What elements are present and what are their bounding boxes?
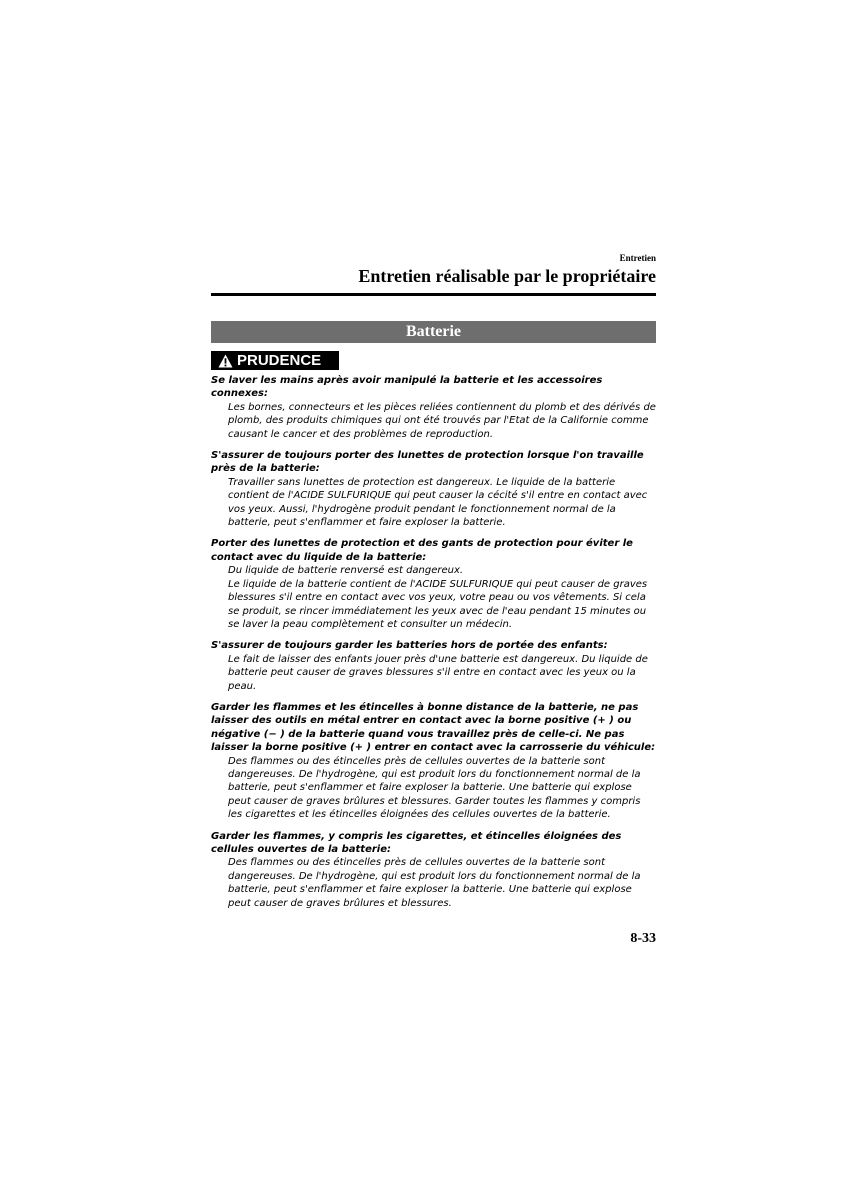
warning-item-body: Des flammes ou des étincelles près de cellules ouvertes de la batterie sont dangereuses. De l'hydrogène, qui est produit lors du fonctionnement normal de la batterie, peut s'enflammer et faire exploser la batterie. Une batterie qui explose peut causer de graves brûlures et blessures. [228, 857, 641, 909]
warning-badge [211, 351, 339, 370]
warning-item-heading: Se laver les mains après avoir manipulé la batterie et les accessoires connexes: [211, 375, 603, 400]
topic-title: Batterie [211, 321, 656, 343]
warning-item-body: Les bornes, connecteurs et les pièces reliées contiennent du plomb et des dérivés de plomb, des produits chimiques qui ont été trouvés par l'Etat de la Californie comme causant le cancer et des problèmes de reproduction. [228, 401, 656, 440]
warning-item-body: Le liquide de la batterie contient de l'ACIDE SULFURIQUE qui peut causer de graves blessures s'il entre en contact avec vos yeux, votre peau ou vos vêtements. Si cela se produit, se rincer immédiatement les yeux avec de l'eau pendant 15 minutes ou se laver la peau complètement et consulter un médecin. [228, 578, 648, 630]
warning-label: PRUDENCE [237, 352, 322, 369]
warning-content [211, 374, 656, 918]
warning-item-heading: S'assurer de toujours garder les batteries hors de portée des enfants: [211, 640, 608, 652]
warning-item [211, 701, 656, 822]
warning-item-body: Des flammes ou des étincelles près de cellules ouvertes de la batterie sont dangereuses. De l'hydrogène, qui est produit lors du fonctionnement normal de la batterie, peut s'enflammer et faire exploser la batterie. Une batterie qui explose peut causer de graves brûlures et blessures. Garder toutes les flammes y compris les cigarettes et les étincelles éloignées des cellules ouvertes de la batterie. [228, 755, 641, 821]
section-title: Entretien réalisable par le propriétaire [358, 266, 656, 286]
warning-item-body: Du liquide de batterie renversé est dangereux. [228, 565, 464, 577]
warning-item [211, 537, 656, 631]
chapter-label: Entretien [619, 253, 656, 263]
warning-item-heading: S'assurer de toujours porter des lunettes de protection lorsque l'on travaille près de la batterie: [211, 450, 644, 475]
warning-item-body: Travailler sans lunettes de protection est dangereux. Le liquide de la batterie contient de l'ACIDE SULFURIQUE qui peut causer la cécité s'il entre en contact avec vos yeux. Aussi, l'hydrogène produit pendant le fonctionnement normal de la batterie, peut s'enflammer et faire exploser la batterie. [228, 476, 648, 529]
warning-item [211, 449, 656, 529]
header-rule [211, 293, 656, 296]
page-number: 8-33 [630, 931, 656, 946]
warning-item-heading: Porter des lunettes de protection et des gants de protection pour éviter le contact avec du liquide de la batterie: [211, 538, 633, 563]
warning-item [211, 830, 656, 910]
warning-item-body: Le fait de laisser des enfants jouer près d'une batterie est dangereux. Du liquide de batterie peut causer de graves blessures s'il entre en contact avec les yeux ou la peau. [228, 653, 648, 692]
warning-item-heading: Garder les flammes et les étincelles à bonne distance de la batterie, ne pas laisser des outils en métal entrer en contact avec la borne positive (+ ) ou négative (− ) de la batterie quand vous travaillez près de celle-ci. Ne pas laisser la borne positive (+ ) entrer en contact avec la carrosserie du véhicule: [211, 701, 656, 754]
warning-triangle-icon [218, 354, 233, 368]
warning-item [211, 639, 656, 693]
warning-item-heading: Garder les flammes, y compris les cigarettes, et étincelles éloignées des cellules ouvertes de la batterie: [211, 830, 622, 855]
warning-item [211, 374, 656, 441]
